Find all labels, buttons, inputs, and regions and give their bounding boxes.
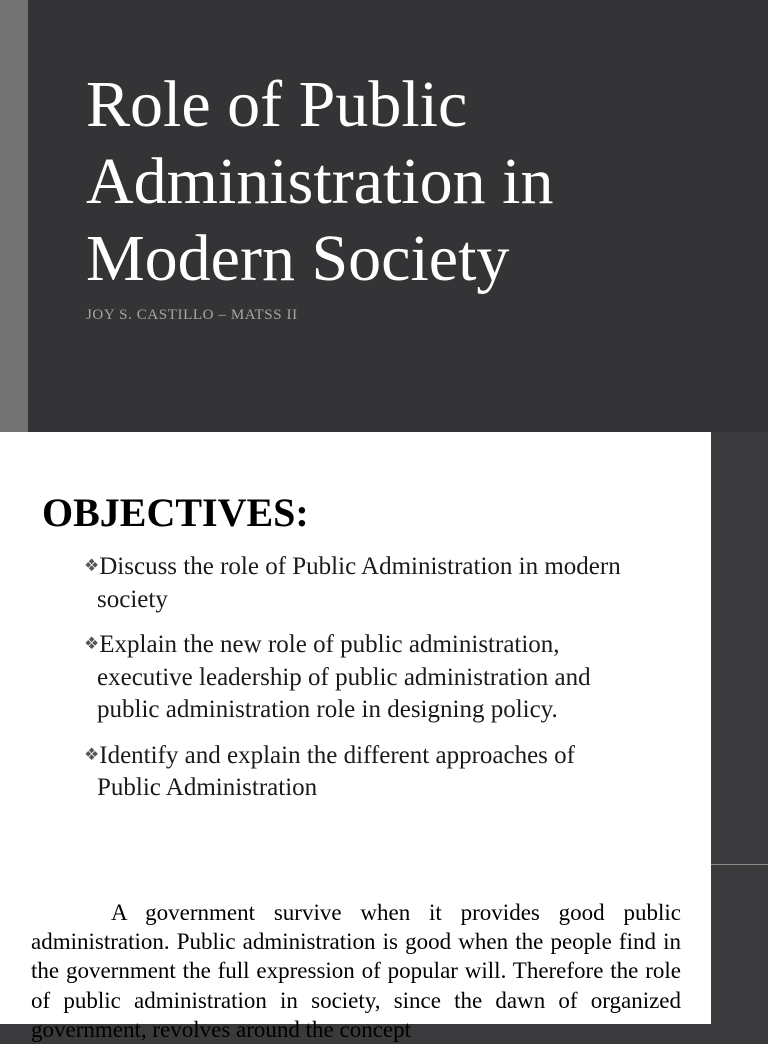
slide-subtitle: JOY S. CASTILLO – MATSS II [86, 307, 298, 323]
objectives-list [84, 550, 644, 817]
objectives-slide [0, 432, 711, 865]
slide-title: Role of Public Administration in Modern Society [86, 68, 554, 295]
slide-accent-bar [0, 0, 28, 432]
list-item: ❖Discuss the role of Public Administration in modern society [84, 553, 621, 613]
diamond-bullet-icon: ❖ [84, 634, 100, 653]
list-item: ❖Identify and explain the different approaches of Public Administration [84, 741, 575, 801]
document-page [0, 865, 711, 1042]
list-item: ❖Explain the new role of public administration, executive leadership of public administration and public administration role in designing policy. [84, 631, 591, 723]
objectives-heading: OBJECTIVES: [42, 490, 309, 535]
body-paragraph: A government survive when it provides good public administration. Public administration is good when the people find in the government the full expression of popular will. Therefore the role of public administration in society, since the dawn of organized government, revolves around the concept [31, 900, 681, 1042]
page-margin-strip [711, 432, 768, 1024]
diamond-bullet-icon: ❖ [84, 556, 100, 575]
diamond-bullet-icon: ❖ [84, 744, 100, 764]
page-divider [711, 864, 768, 865]
